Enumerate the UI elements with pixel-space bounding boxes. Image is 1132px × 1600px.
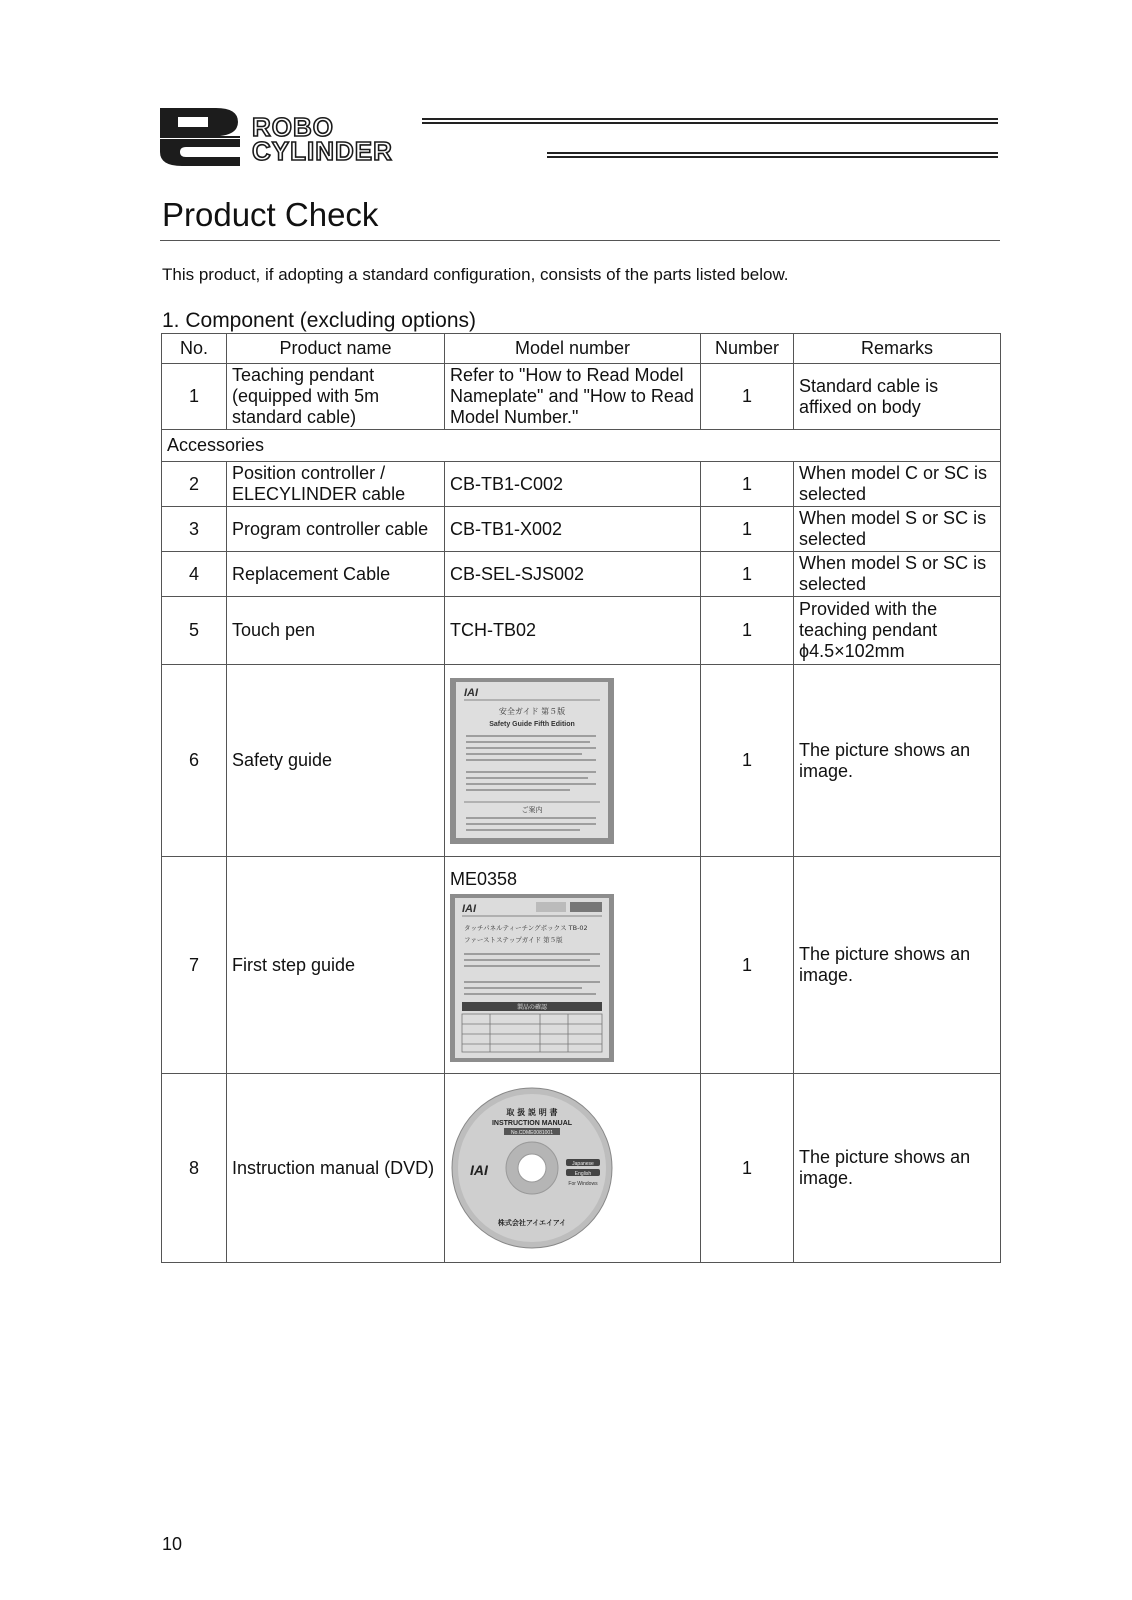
row-product-name: Program controller cable [227,507,445,552]
safety-guide-title-jp: 安全ガイド 第５版 [498,706,566,716]
table-row [162,857,1001,1074]
row-product-name: First step guide [227,857,445,1074]
dvd-label-en: INSTRUCTION MANUAL [491,1120,573,1127]
rc-logo-mark-icon [160,108,246,166]
row-product-name: Safety guide [227,665,445,857]
table-row [162,364,1001,430]
table-header-row [162,334,1001,364]
row-no: 3 [162,507,227,552]
row-no: 4 [162,552,227,597]
table-row [162,462,1001,507]
header-no: No. [162,334,227,364]
row-no: 7 [162,857,227,1074]
row-product-name: Touch pen [227,597,445,665]
safety-guide-title-en: Safety Guide Fifth Edition [489,720,575,728]
logo-rule-top [422,118,998,124]
accessories-label: Accessories [162,430,1001,462]
header-remarks: Remarks [794,334,1001,364]
row-no: 5 [162,597,227,665]
logo-rule-bottom [547,152,998,158]
dvd-brand: IAI [470,1162,488,1178]
dvd-lang-1: Japanese [572,1161,594,1167]
row-remarks: Provided with the teaching pendant ϕ4.5×102mm [794,597,1001,665]
row-product-name: Instruction manual (DVD) [227,1074,445,1263]
page-number: 10 [162,1534,183,1554]
intro-text: This product, if adopting a standard configuration, consists of the parts listed below. [162,265,789,284]
safety-guide-image [450,678,614,844]
row-no: 8 [162,1074,227,1263]
row-remarks: Standard cable is affixed on body [794,364,1001,430]
row-model-number [445,665,701,857]
table-row [162,507,1001,552]
dvd-lang-3: For Windows [568,1181,598,1187]
row-remarks: When model S or SC is selected [794,552,1001,597]
row-model-number: Refer to "How to Read Model Nameplate" and "How to Read Model Number." [445,364,701,430]
row-model-number: TCH-TB02 [445,597,701,665]
dvd-image [450,1085,614,1251]
row-number: 1 [701,597,794,665]
first-step-guide-image [450,894,614,1062]
dvd-label-no: No.CDME0081001 [511,1130,553,1136]
row-number: 1 [701,665,794,857]
row-number: 1 [701,462,794,507]
row-number: 1 [701,552,794,597]
table-row [162,552,1001,597]
row-no: 2 [162,462,227,507]
row-model-number: CB-SEL-SJS002 [445,552,701,597]
row-remarks: When model C or SC is selected [794,462,1001,507]
row-remarks: The picture shows an image. [794,665,1001,857]
page-title: Product Check [162,196,379,233]
row-product-name: Position controller / ELECYLINDER cable [227,462,445,507]
row-product-name: Replacement Cable [227,552,445,597]
row-model-number: CB-TB1-X002 [445,507,701,552]
header-model-number: Model number [445,334,701,364]
model-number-label: ME0358 [450,868,518,889]
title-divider [160,240,1000,241]
row-number: 1 [701,857,794,1074]
safety-guide-footer-jp: ご案内 [521,805,543,814]
first-step-brand: IAI [462,902,477,915]
row-no: 1 [162,364,227,430]
row-number: 1 [701,507,794,552]
table-row [162,1074,1001,1263]
header-number: Number [701,334,794,364]
logo-text-cylinder: CYLINDER [252,136,393,166]
row-product-name: Teaching pendant (equipped with 5m standard cable) [227,364,445,430]
row-remarks: The picture shows an image. [794,857,1001,1074]
robo-cylinder-logo [160,108,1000,168]
dvd-company-jp: 株式会社アイエイアイ [497,1219,567,1227]
table-row [162,597,1001,665]
safety-guide-brand: IAI [464,686,479,699]
component-table [161,333,1001,1263]
row-remarks: The picture shows an image. [794,1074,1001,1263]
logo-text-robo: ROBO [252,112,334,142]
row-remarks: When model S or SC is selected [794,507,1001,552]
row-model-number: CB-TB1-C002 [445,462,701,507]
first-step-band-jp: 製品の確認 [516,1003,548,1011]
dvd-label-jp: 取 扱 説 明 書 [506,1108,558,1117]
accessories-row [162,430,1001,462]
header-product-name: Product name [227,334,445,364]
row-model-number [445,1074,701,1263]
row-model-number [445,857,701,1074]
row-no: 6 [162,665,227,857]
first-step-title-jp: タッチパネルティーチングボックス TB-02 [464,923,588,932]
section-title: 1. Component (excluding options) [162,309,477,332]
first-step-subtitle-jp: ファーストステップガイド 第５版 [464,935,563,944]
row-number: 1 [701,364,794,430]
table-row [162,665,1001,857]
dvd-lang-2: English [574,1171,592,1177]
row-number: 1 [701,1074,794,1263]
